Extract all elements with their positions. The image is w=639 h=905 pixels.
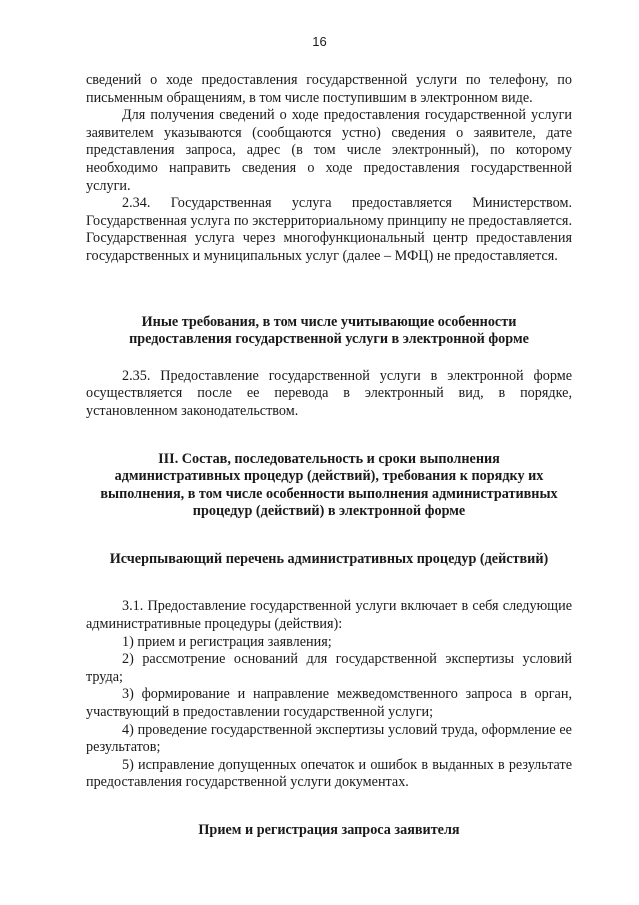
list-item: 2) рассмотрение оснований для государственной экспертизы условий труда; [86,651,572,685]
heading-other-requirements: Иные требования, в том числе учитывающие особенности предоставления государственной услуги в электронной форме [129,313,529,348]
list-item: 3) формирование и направление межведомственного запроса в орган, участвующий в предоставлении государственной услуги; [86,686,572,721]
list-item: 4) проведение государственной экспертизы условий труда, оформление ее результатов; [86,721,572,756]
paragraph-3-1: 3.1. Предоставление государственной услуги включает в себя следующие административные процедуры (действия): [86,598,572,633]
heading-reception: Прием и регистрация запроса заявителя [198,822,460,838]
paragraph-2-34: 2.34. Государственная услуга предоставляется Министерством. Государственная услуга по экстерриториальному принципу не предоставляется. Государственная услуга через многофункциональный центр предоставления государственных и муниципальных услуг (далее – МФЦ) не предоставляется. [86,195,572,264]
paragraph-continuation: сведений о ходе предоставления государственной услуги по телефону, по письменным обращениям, в том числе поступившим в электронном виде. [86,72,572,106]
list-item: 1) прием и регистрация заявления; [122,633,332,650]
heading-section-3: III. Состав, последовательность и сроки выполнения административных процедур (действий), требования к порядку их выполнения, в том числе особенности выполнения административных процедур (действий) в электронной форме [100,450,558,520]
paragraph-status-info: Для получения сведений о ходе предоставления государственной услуги заявителем указываются (сообщаются устно) сведения о заявителе, дате представления запроса, адрес (в том числе электронный), по которому необходимо направить сведения о ходе предоставления государственной услуги. [86,107,572,194]
document-body [86,72,572,840]
heading-procedure-list: Исчерпывающий перечень административных процедур (действий) [109,550,549,567]
page-number: 16 [312,34,327,49]
list-item: 5) исправление допущенных опечаток и ошибок в выданных в результате предоставления государственной услуги документах. [86,756,572,791]
paragraph-2-35: 2.35. Предоставление государственной услуги в электронной форме осуществляется после ее перевода в электронный вид, в порядке, установленном законодательством. [86,367,572,419]
